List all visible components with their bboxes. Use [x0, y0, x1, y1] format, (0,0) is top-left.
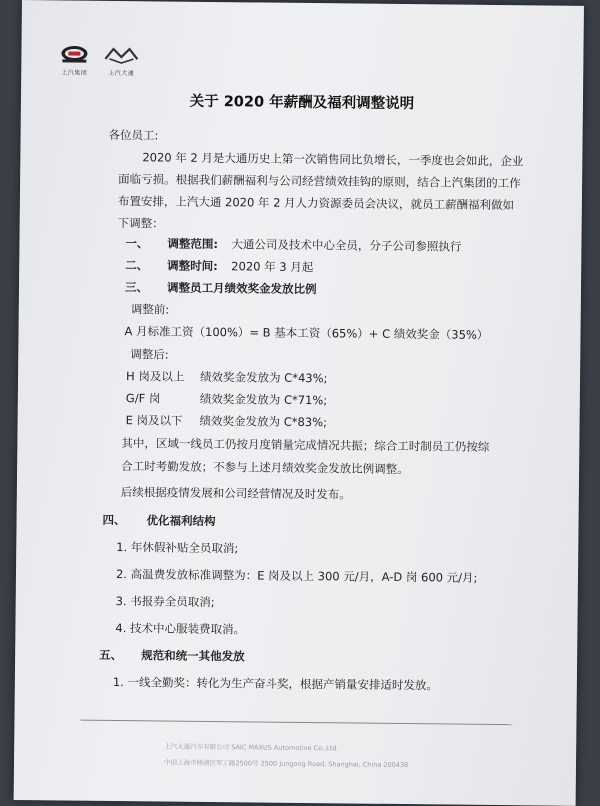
section-heading: 规范和统一其他发放 [141, 648, 245, 664]
after-label: 调整后: [130, 347, 169, 362]
document-page [14, 0, 584, 806]
footer-company: 上汽大通汽车有限公司 SAIC MAXUS Automotive Co.,Ltd. [164, 742, 339, 753]
grade-text: 绩效奖金发放为 C*43%; [199, 369, 328, 386]
saic-logo-text: 上汽集团 [61, 69, 88, 77]
page-title: 关于 2020 年薪酬及福利调整说明 [189, 93, 415, 113]
list-item: 3. 书报券全员取消; [115, 594, 215, 610]
intro-line: 2020 年 2 月是大通历史上第一次销售同比负增长，一季度也会如此，企业 [142, 150, 524, 169]
item-label: 调整范围: [167, 236, 219, 252]
grade-text: 绩效奖金发放为 C*83%; [199, 413, 328, 430]
maxus-emblem-icon [101, 45, 141, 67]
item-number: 一、 [125, 236, 149, 251]
item-label: 调整员工月绩效奖金发放比例 [166, 280, 317, 297]
item-label: 调整时间: [167, 258, 218, 274]
grade-name: E 岗及以下 [125, 413, 183, 428]
list-item: 1. 年休假补贴全员取消; [116, 540, 239, 556]
grade-text: 绩效奖金发放为 C*71%; [199, 391, 328, 408]
saic-logo [59, 44, 89, 76]
footer-divider [80, 720, 512, 726]
item-number: 三、 [124, 280, 149, 295]
grade-name: G/F 岗 [125, 391, 161, 406]
before-label: 调整前: [130, 302, 170, 317]
list-item: 4. 技术中心服装费取消。 [115, 621, 246, 637]
item-text: 2020 年 3 月起 [231, 259, 314, 275]
item-text: 大通公司及技术中心全员，分子公司参照执行 [231, 237, 462, 254]
list-item: 2. 高温费发放标准调整为：E 岗及以上 300 元/月，A-D 岗 600 元/月; [115, 567, 478, 585]
list-item: 1. 一线全勤奖：转化为生产奋斗奖，根据产销量安排适时发放。 [112, 674, 439, 693]
note-line: 合工时考勤发放；不参与上述月绩效奖金发放比例调整。 [121, 459, 409, 477]
section-number: 四、 [102, 512, 126, 528]
section-number: 五、 [99, 647, 123, 663]
intro-line: 布置安排，上汽大通 2020 年 2 月人力资源委员会决议，就员工薪酬福利做如 [117, 194, 515, 213]
greeting: 各位员工: [108, 127, 159, 143]
grade-name: H 岗及以上 [125, 369, 185, 384]
section-heading: 优化福利结构 [146, 513, 216, 529]
saic-emblem-icon [59, 44, 89, 66]
before-formula: A 月标准工资（100%）= B 基本工资（65%）+ C 绩效奖金（35%） [124, 324, 489, 342]
intro-line: 下调整： [117, 216, 164, 231]
note-line: 其中，区域一线员工仍按月度销量完成情况共振；综合工时制员工仍按综 [121, 436, 490, 454]
logo-group [59, 44, 141, 77]
footer-address: 中国上海市杨浦区军工路2500号 2500 Jungong Road, Shanghai, China 200438 [163, 758, 409, 770]
maxus-logo [101, 45, 141, 77]
item-number: 二、 [125, 258, 149, 273]
followup-text: 后续根据疫情发展和公司经营情况及时发布。 [120, 485, 351, 502]
intro-line: 面临亏损。根据我们薪酬福利与公司经营绩效挂钩的原则，结合上汽集团的工作 [118, 172, 521, 191]
maxus-logo-text: 上汽大通 [108, 69, 135, 78]
